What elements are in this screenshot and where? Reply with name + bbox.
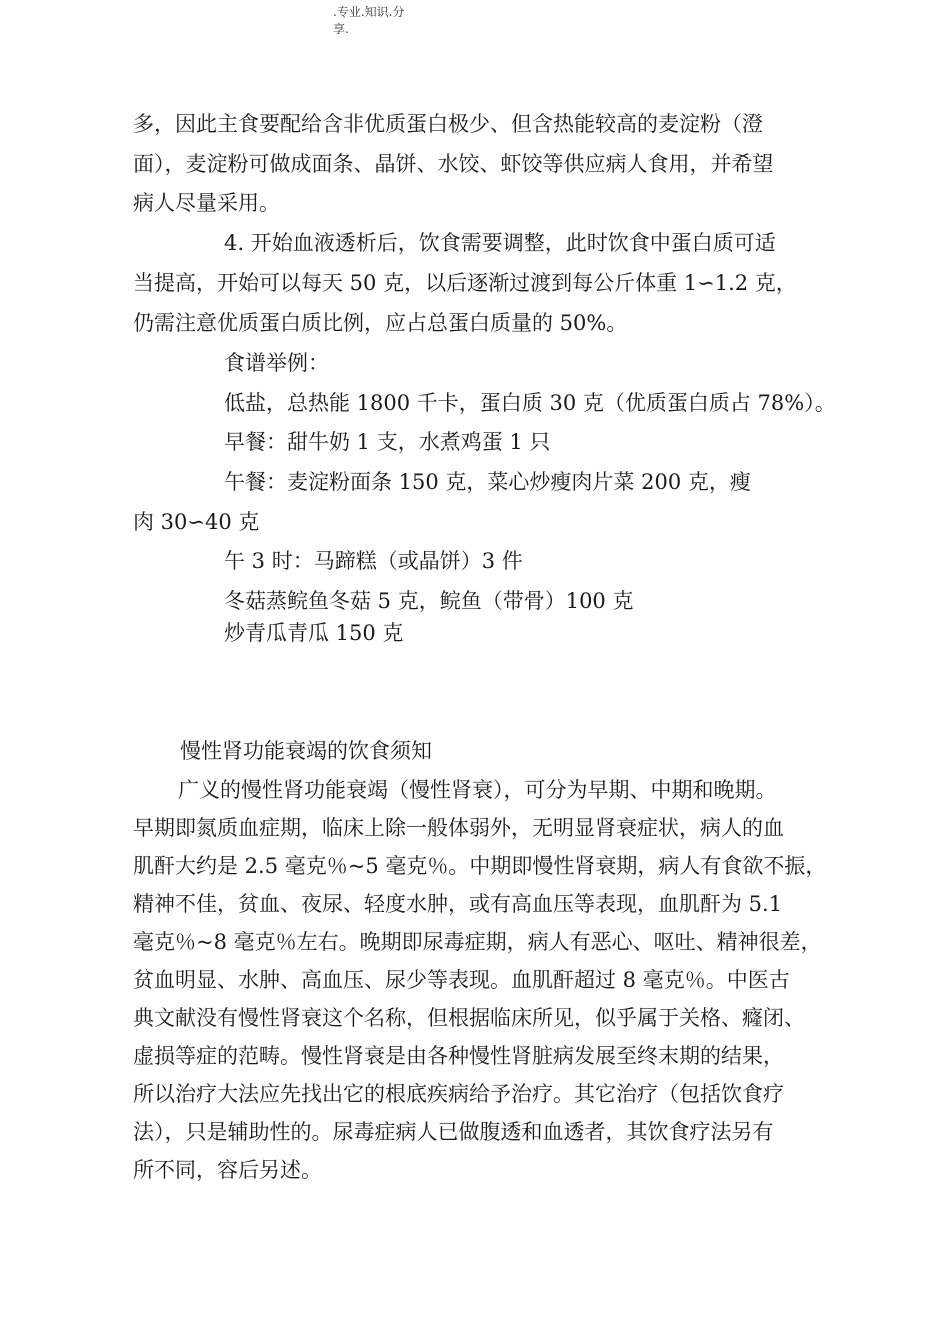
text-line: 病人尽量采用。 xyxy=(133,191,280,215)
text-line: 贫血明显、水肿、高血压、尿少等表现。血肌酐超过 8 毫克％。中医古 xyxy=(133,968,790,992)
text-line: 当提高，开始可以每天 50 克，以后逐渐过渡到每公斤体重 1∽1.2 克， xyxy=(133,271,797,295)
text-line: 低盐，总热能 1800 千卡，蛋白质 30 克（优质蛋白质占 78%）。 xyxy=(224,391,836,415)
text-line: 法），只是辅助性的。尿毒症病人已做腹透和血透者，其饮食疗法另有 xyxy=(133,1120,774,1144)
text-line: 肌酐大约是 2.5 毫克％~5 毫克％。中期即慢性肾衰期，病人有食欲不振， xyxy=(133,854,827,878)
text-line: 4. 开始血液透析后，饮食需要调整，此时饮食中蛋白质可适 xyxy=(224,231,776,255)
text-line: 午 3 时：马蹄糕（或晶饼）3 件 xyxy=(224,549,523,573)
text-line: 炒青瓜青瓜 150 克 xyxy=(224,621,404,645)
header-line-1: .专业.知识.分 xyxy=(333,5,405,19)
text-line: 广义的慢性肾功能衰竭（慢性肾衰），可分为早期、中期和晚期。 xyxy=(178,778,777,802)
text-line: 仍需注意优质蛋白质比例，应占总蛋白质量的 50%。 xyxy=(133,311,628,335)
text-line: 午餐：麦淀粉面条 150 克，菜心炒瘦肉片菜 200 克，瘦 xyxy=(224,470,751,494)
header-line-2: 享. xyxy=(333,22,349,36)
text-line: 毫克％~8 毫克％左右。晚期即尿毒症期，病人有恶心、呕吐、精神很差， xyxy=(133,930,822,954)
text-line: 多，因此主食要配给含非优质蛋白极少、但含热能较高的麦淀粉（澄 xyxy=(133,112,763,136)
text-line: 精神不佳，贫血、夜尿、轻度水肿，或有高血压等表现，血肌酐为 5.1 xyxy=(133,892,783,916)
page-header xyxy=(333,4,413,38)
text-line: 所以治疗大法应先找出它的根底疾病给予治疗。其它治疗（包括饮食疗 xyxy=(133,1082,784,1106)
text-line: 虚损等症的范畴。慢性肾衰是由各种慢性肾脏病发展至终末期的结果， xyxy=(133,1044,784,1068)
text-line: 面），麦淀粉可做成面条、晶饼、水饺、虾饺等供应病人食用，并希望 xyxy=(133,152,774,176)
text-line: 典文献没有慢性肾衰这个名称，但根据临床所见，似乎属于关格、癃闭、 xyxy=(133,1006,805,1030)
text-line: 食谱举例： xyxy=(224,351,329,375)
section-title: 慢性肾功能衰竭的饮食须知 xyxy=(180,739,432,763)
text-line: 冬菇蒸鲩鱼冬菇 5 克，鲩鱼（带骨）100 克 xyxy=(224,589,634,613)
text-line: 所不同，容后另述。 xyxy=(133,1158,322,1182)
text-line: 肉 30∽40 克 xyxy=(133,510,260,534)
text-line: 早期即氮质血症期，临床上除一般体弱外，无明显肾衰症状，病人的血 xyxy=(133,816,784,840)
text-line: 早餐：甜牛奶 1 支，水煮鸡蛋 1 只 xyxy=(224,430,551,454)
